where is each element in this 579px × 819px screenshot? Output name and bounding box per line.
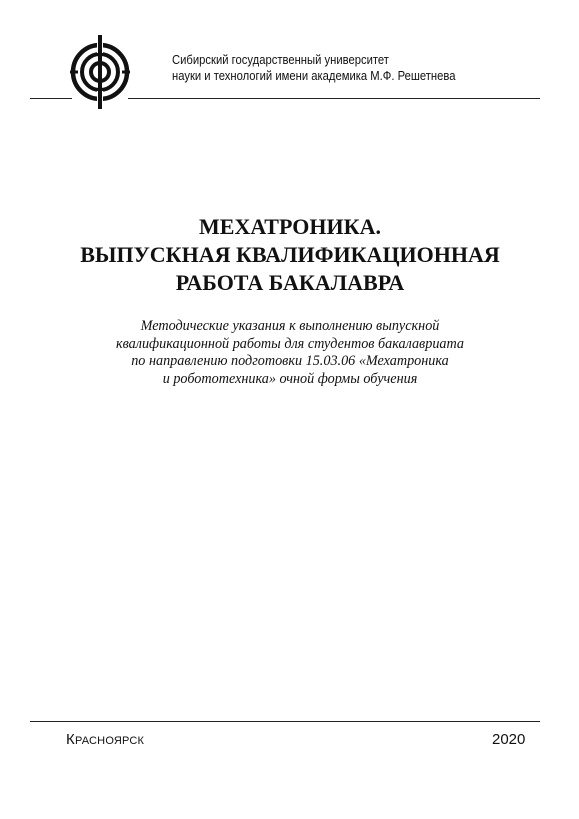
footer-rule (30, 721, 540, 722)
title-line-2: ВЫПУСКНАЯ КВАЛИФИКАЦИОННАЯ (80, 242, 500, 267)
subtitle-line-2: квалификационной работы для студентов бакалавриата (115, 335, 465, 352)
university-name-line-1: Сибирский государственный университет (172, 53, 389, 67)
subtitle-line-3: по направлению подготовки 15.03.06 «Мехатроника (131, 353, 449, 369)
university-logo-icon (70, 35, 130, 109)
document-subtitle (40, 318, 540, 388)
subtitle-line-4: и робототехника» очной формы обучения (162, 370, 418, 387)
university-name-line-2: науки и технологий имени академика М.Ф. Решетнева (172, 69, 456, 83)
header-rule-right (128, 98, 540, 99)
title-line-1: МЕХАТРОНИКА. (199, 214, 381, 239)
header-rule-left (30, 98, 72, 99)
publication-year: 2020 (492, 731, 526, 748)
subtitle-line-1: Методические указания к выполнению выпускной (140, 318, 440, 334)
university-name (172, 52, 496, 84)
title-line-3: РАБОТА БАКАЛАВРА (175, 270, 405, 295)
publication-city: Красноярск (66, 731, 145, 748)
document-title (30, 213, 550, 297)
